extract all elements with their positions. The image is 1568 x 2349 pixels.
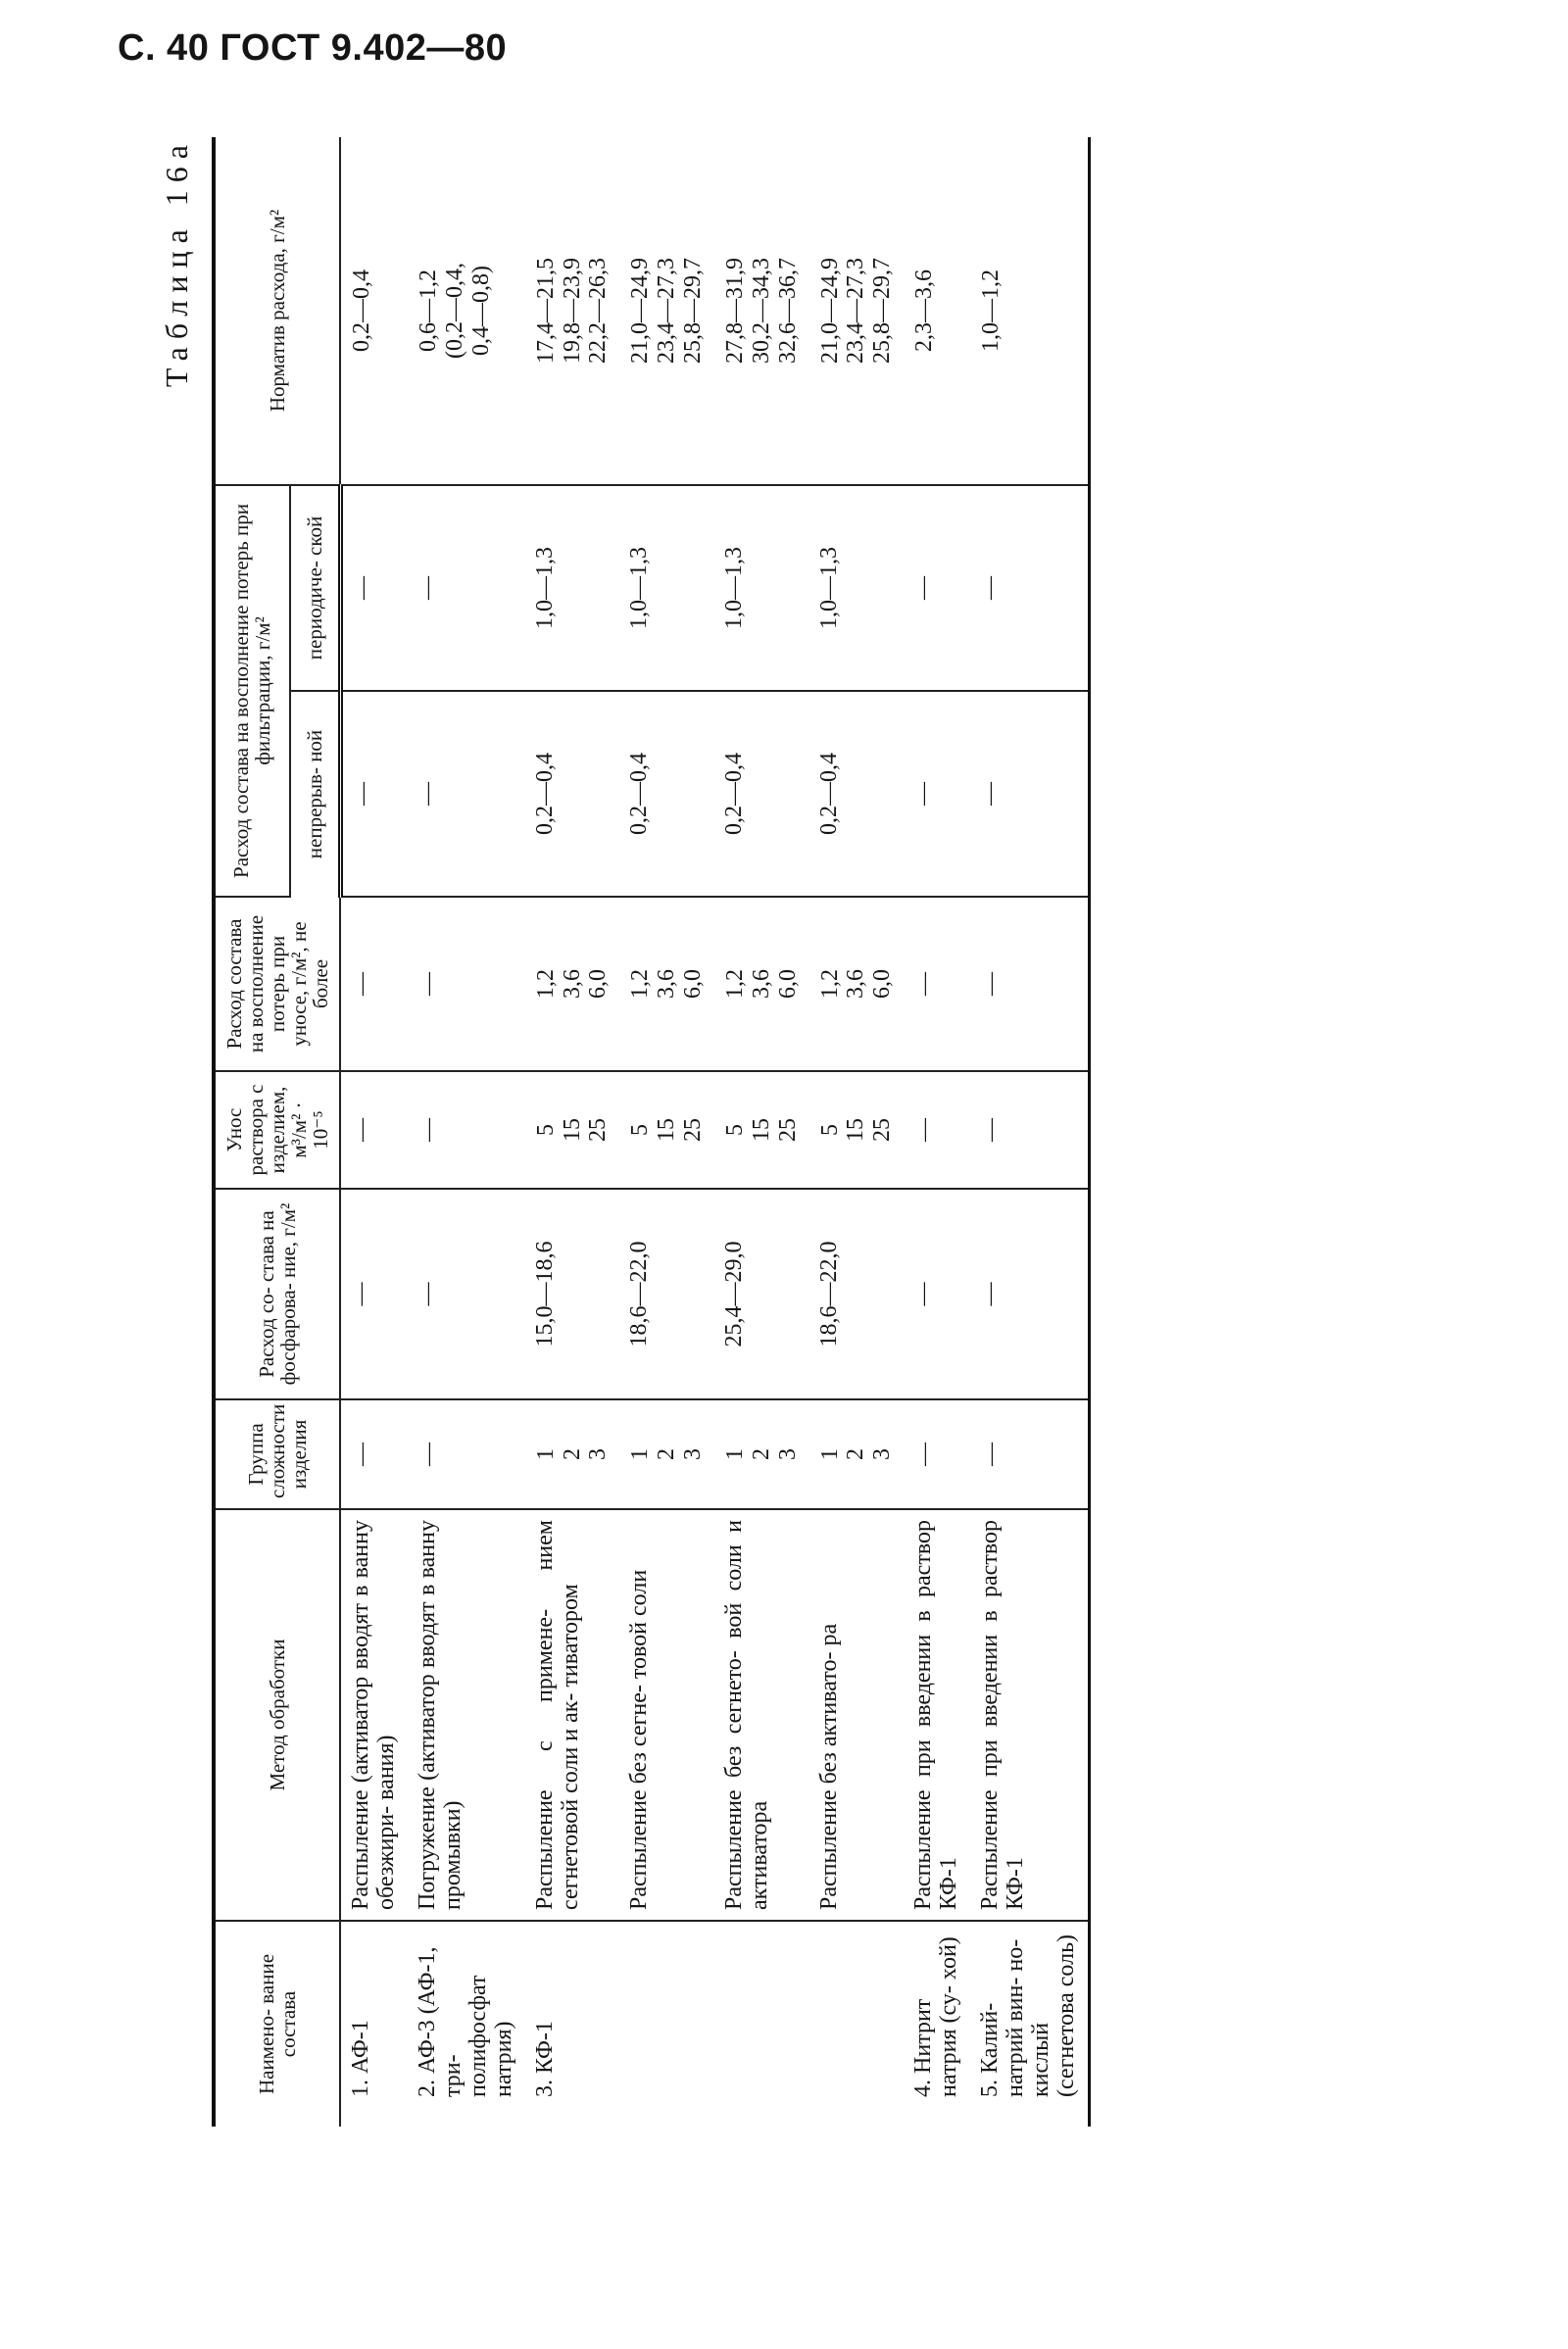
cell-filtration-continuous: — [408, 691, 525, 897]
consumption-table [212, 137, 1091, 2127]
cell-replenish-line: — [416, 972, 442, 996]
cell-filtration-periodic: — [408, 485, 525, 691]
cell-replenish-line: 6,0 [774, 969, 801, 999]
cell-replenish-line: — [911, 972, 938, 996]
cell-replenish [408, 897, 525, 1071]
cell-phosphating: 25,4—29,0 [714, 1189, 809, 1399]
cell-carryover [904, 1071, 970, 1189]
col-header-carryover: Унос раствора с изделием, м³/м² · 10⁻⁵ [214, 1071, 340, 1189]
cell-norm-line: 19,8—23,9 [559, 257, 585, 364]
cell-norm-line: 25,8—29,7 [869, 257, 896, 364]
cell-group-line: 2 [654, 1448, 680, 1460]
cell-carryover-line: 15 [843, 1118, 869, 1142]
cell-group [970, 1399, 1089, 1509]
cell-replenish-line: 1,2 [816, 969, 843, 999]
cell-filtration-periodic: — [340, 485, 408, 691]
table-body [340, 137, 1089, 2127]
cell-phosphating: — [340, 1189, 408, 1399]
table-row [970, 137, 1089, 2127]
cell-replenish [619, 897, 714, 1071]
cell-norm-line: 17,4—21,5 [532, 257, 559, 364]
page-header: С. 40 ГОСТ 9.402—80 [118, 27, 508, 69]
cell-carryover [408, 1071, 525, 1189]
cell-group-line: 1 [816, 1448, 843, 1460]
col-header-replenish-carryover: Расход состава на восполнение потерь при уносе, г/м², не более [214, 897, 340, 1071]
cell-norm-line: 1,0—1,2 [977, 269, 1004, 352]
cell-norm [340, 137, 408, 485]
cell-norm [809, 137, 905, 485]
cell-replenish [809, 897, 905, 1071]
cell-replenish [904, 897, 970, 1071]
col-header-method: Метод обработки [214, 1509, 340, 1921]
cell-carryover [525, 1071, 620, 1189]
cell-norm-line: 30,2—34,3 [748, 257, 774, 364]
cell-carryover-line: — [977, 1118, 1004, 1142]
cell-carryover [340, 1071, 408, 1189]
cell-phosphating: — [904, 1189, 970, 1399]
cell-group-line: 1 [721, 1448, 748, 1460]
cell-group-line: — [977, 1443, 1004, 1466]
cell-replenish [525, 897, 620, 1071]
cell-group-line: 3 [774, 1448, 801, 1460]
cell-replenish-line: 3,6 [748, 969, 774, 999]
cell-carryover-line: — [416, 1118, 442, 1142]
cell-group-line: 2 [748, 1448, 774, 1460]
cell-group-line: — [416, 1443, 442, 1466]
cell-norm-line: 23,4—27,3 [843, 257, 869, 364]
cell-carryover-line: 5 [721, 1124, 748, 1136]
cell-group-line: 1 [532, 1448, 559, 1460]
cell-carryover-line: 15 [654, 1118, 680, 1142]
cell-replenish-line: 6,0 [869, 969, 896, 999]
cell-replenish-line: 6,0 [680, 969, 707, 999]
cell-method: Погружение (активатор вводят в ванну промывки) [408, 1509, 525, 1921]
table-row [408, 137, 525, 2127]
cell-replenish-line: — [977, 972, 1004, 996]
cell-replenish [340, 897, 408, 1071]
cell-carryover-line: — [349, 1118, 375, 1142]
table-row [904, 137, 970, 2127]
cell-filtration-continuous: 0,2—0,4 [619, 691, 714, 897]
cell-method: Распыление (активатор вводят в ванну обезжири- вания) [340, 1509, 408, 1921]
cell-method: Распыление с примене- нием сегнетовой соли и ак- тиватором [525, 1509, 620, 1921]
cell-name: 2. АФ-3 (АФ-1, три- полифосфат натрия) [415, 1946, 516, 2097]
cell-norm-line: 0,4—0,8) [467, 265, 494, 356]
cell-norm [525, 137, 620, 485]
table-row [714, 137, 809, 2127]
cell-group-line: 2 [843, 1448, 869, 1460]
cell-filtration-continuous: — [970, 691, 1089, 897]
cell-group-line: 1 [627, 1448, 654, 1460]
table-area [157, 137, 1490, 2127]
col-header-filtration: Расход состава на восполнение потерь при фильтрации, г/м² [214, 485, 290, 897]
cell-filtration-periodic: 1,0—1,3 [525, 485, 620, 691]
cell-norm-line: 32,6—36,7 [774, 257, 801, 364]
cell-carryover-line: 25 [869, 1118, 896, 1142]
cell-phosphating: — [408, 1189, 525, 1399]
cell-phosphating: 18,6—22,0 [809, 1189, 905, 1399]
cell-method: Распыление без сегнето- вой соли и активатора [714, 1509, 809, 1921]
cell-phosphating: 18,6—22,0 [619, 1189, 714, 1399]
cell-filtration-periodic: — [970, 485, 1089, 691]
cell-replenish-line: 3,6 [843, 969, 869, 999]
col-header-filtration-periodic: периодиче- ской [290, 485, 340, 691]
col-header-norm: Норматив расхода, г/м² [214, 137, 340, 485]
cell-name [809, 1921, 905, 2127]
cell-replenish-line: 3,6 [559, 969, 585, 999]
cell-replenish-line: 1,2 [532, 969, 559, 999]
cell-replenish [714, 897, 809, 1071]
cell-filtration-continuous: 0,2—0,4 [809, 691, 905, 897]
cell-carryover [619, 1071, 714, 1189]
cell-name: 1. АФ-1 [348, 2020, 374, 2097]
cell-group [340, 1399, 408, 1509]
cell-carryover [714, 1071, 809, 1189]
col-header-name: Наимено- вание состава [214, 1921, 340, 2127]
cell-method: Распыление при введении в раствор КФ-1 [970, 1509, 1089, 1921]
cell-carryover-line: 15 [559, 1118, 585, 1142]
cell-group-line: 3 [869, 1448, 896, 1460]
cell-group [408, 1399, 525, 1509]
cell-replenish [970, 897, 1089, 1071]
cell-carryover [809, 1071, 905, 1189]
cell-norm [904, 137, 970, 485]
cell-group [809, 1399, 905, 1509]
cell-norm-line: (0,2—0,4, [441, 262, 467, 359]
cell-group [714, 1399, 809, 1509]
table-row [619, 137, 714, 2127]
cell-method: Распыление без активато- ра [809, 1509, 905, 1921]
cell-carryover-line: — [911, 1118, 938, 1142]
cell-replenish-line: 1,2 [721, 969, 748, 999]
cell-filtration-periodic: 1,0—1,3 [809, 485, 905, 691]
cell-replenish-line: — [349, 972, 375, 996]
cell-norm-line: 25,8—29,7 [680, 257, 707, 364]
cell-filtration-continuous: 0,2—0,4 [714, 691, 809, 897]
cell-norm-line: 0,6—1,2 [416, 269, 442, 352]
table-row [809, 137, 905, 2127]
rotated-table-block [157, 137, 1490, 2127]
table-row [340, 137, 408, 2127]
col-header-group: Группа сложности изделия [214, 1399, 340, 1509]
cell-group [904, 1399, 970, 1509]
cell-name: 4. Нитрит натрия (су- хой) [910, 1936, 962, 2097]
cell-group-line: — [349, 1443, 375, 1466]
cell-method: Распыление при введении в раствор КФ-1 [904, 1509, 970, 1921]
cell-filtration-continuous: — [904, 691, 970, 897]
cell-carryover [970, 1071, 1089, 1189]
cell-name: 3. КФ-1 [531, 2021, 558, 2097]
cell-filtration-periodic: — [904, 485, 970, 691]
cell-norm-line: 2,3—3,6 [911, 269, 938, 352]
cell-replenish-line: 1,2 [627, 969, 654, 999]
cell-norm-line: 21,0—24,9 [816, 257, 843, 364]
cell-carryover-line: 25 [585, 1118, 612, 1142]
cell-carryover-line: 25 [680, 1118, 707, 1142]
cell-group-line: — [911, 1443, 938, 1466]
cell-name: 5. Калий- натрий вин- но-кислый (сегнетова соль) [970, 1921, 1089, 2127]
cell-carryover-line: 5 [627, 1124, 654, 1136]
cell-norm-line: 0,2—0,4 [349, 269, 375, 352]
table-caption: Таблица 16а [159, 137, 194, 388]
cell-filtration-periodic: 1,0—1,3 [714, 485, 809, 691]
col-header-phosphating: Расход со- става на фосфарова- ние, г/м² [214, 1189, 340, 1399]
cell-name [714, 1921, 809, 2127]
cell-filtration-periodic: 1,0—1,3 [619, 485, 714, 691]
cell-phosphating: — [970, 1189, 1089, 1399]
cell-filtration-continuous: — [340, 691, 408, 897]
cell-method: Распыление без сегне- товой соли [619, 1509, 714, 1921]
cell-norm [619, 137, 714, 485]
cell-norm-line: 27,8—31,9 [721, 257, 748, 364]
cell-replenish-line: 3,6 [654, 969, 680, 999]
cell-carryover-line: 15 [748, 1118, 774, 1142]
cell-group [525, 1399, 620, 1509]
cell-norm [714, 137, 809, 485]
table-row [525, 137, 620, 2127]
cell-group [619, 1399, 714, 1509]
cell-filtration-continuous: 0,2—0,4 [525, 691, 620, 897]
cell-norm [408, 137, 525, 485]
cell-carryover-line: 5 [816, 1124, 843, 1136]
cell-replenish-line: 6,0 [585, 969, 612, 999]
cell-group-line: 2 [559, 1448, 585, 1460]
cell-norm-line: 23,4—27,3 [654, 257, 680, 364]
cell-carryover-line: 25 [774, 1118, 801, 1142]
cell-norm [970, 137, 1089, 485]
cell-name [619, 1921, 714, 2127]
cell-group-line: 3 [585, 1448, 612, 1460]
cell-carryover-line: 5 [532, 1124, 559, 1136]
cell-group-line: 3 [680, 1448, 707, 1460]
col-header-filtration-continuous: непрерыв- ной [290, 691, 340, 897]
cell-norm-line: 21,0—24,9 [627, 257, 654, 364]
cell-phosphating: 15,0—18,6 [525, 1189, 620, 1399]
cell-norm-line: 22,2—26,3 [585, 257, 612, 364]
